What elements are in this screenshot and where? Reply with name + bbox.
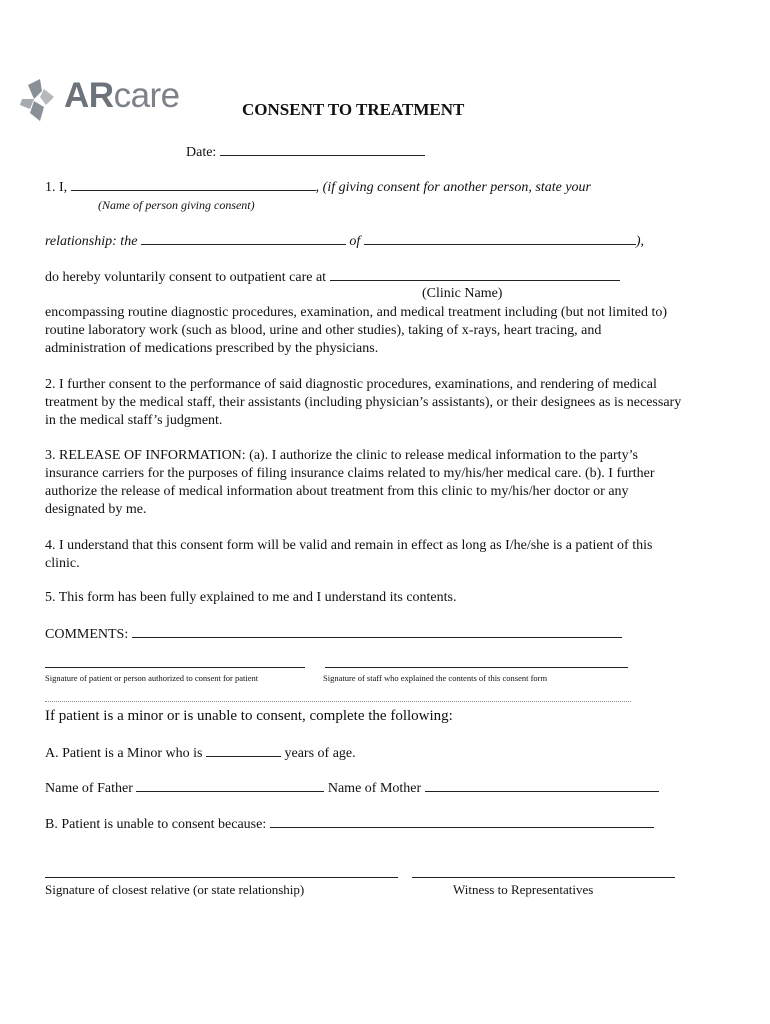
relationship-label: relationship: the [45, 234, 138, 249]
witness-caption: Witness to Representatives [453, 882, 594, 897]
arcare-logo [20, 75, 185, 125]
minor-age-prefix: A. Patient is a Minor who is [45, 746, 203, 761]
witness-signature-line[interactable] [412, 877, 675, 878]
relationship-row [45, 232, 644, 250]
father-label: Name of Father [45, 781, 133, 796]
relationship-of-field[interactable] [364, 232, 636, 245]
consent-line: do hereby voluntarily consent to outpatient care at [45, 270, 327, 285]
father-name-field[interactable] [136, 779, 324, 792]
mother-name-field[interactable] [425, 779, 659, 792]
comments-field[interactable] [132, 625, 622, 638]
item1-prefix: 1. I, [45, 180, 68, 195]
unable-row [45, 815, 654, 833]
staff-signature-line[interactable] [325, 667, 628, 668]
section-divider [45, 701, 631, 702]
minor-intro: If patient is a minor or is unable to consent, complete the following: [45, 708, 453, 724]
item1-line1 [45, 178, 591, 196]
mother-label: Name of Mother [327, 781, 422, 796]
patient-signature-line[interactable] [45, 667, 305, 668]
relative-signature-caption: Signature of closest relative (or state relationship) [45, 882, 305, 897]
page-title: CONSENT TO TREATMENT [242, 100, 465, 119]
staff-signature-caption: Signature of staff who explained the contents of this consent form [323, 673, 548, 683]
date-label: Date: [186, 145, 217, 160]
item5-text: 5. This form has been fully explained to me and I understand its contents. [45, 590, 457, 605]
clinic-caption: (Clinic Name) [422, 286, 503, 301]
comments-row [45, 625, 622, 643]
relationship-close: ), [635, 234, 644, 249]
patient-signature-caption: Signature of patient or person authorized to consent for patient [45, 673, 259, 683]
relationship-field[interactable] [141, 232, 346, 245]
consenter-name-field[interactable] [71, 178, 316, 191]
minor-age-suffix: years of age. [284, 746, 356, 761]
unable-label: B. Patient is unable to consent because: [45, 817, 267, 832]
parents-row [45, 779, 659, 797]
item3-text: 3. RELEASE OF INFORMATION: (a). I authorize the clinic to release medical information to the party’s insurance carriers for the purposes of filing insurance claims related to my/his/her medical care. (b). I further authorize the release of medical information about treatment from this clinic to my/his/her doctor or any designated by me. [45, 448, 655, 517]
logo-text: ARcare [64, 76, 180, 115]
item2-text: 2. I further consent to the performance of said diagnostic procedures, examinations, and rendering of medical treatment by the medical staff, their assistants (including physician’s assistants), or their designees as is necessary in the medical staff’s judgment. [45, 377, 682, 428]
date-row [186, 143, 425, 161]
item4-text: 4. I understand that this consent form will be valid and remain in effect as long as I/he/she is a patient of this clinic. [45, 538, 653, 571]
item1-suffix: , (if giving consent for another person, state your [315, 180, 591, 195]
minor-age-field[interactable] [206, 744, 281, 757]
clinic-row [45, 268, 620, 286]
minor-age-row [45, 744, 356, 762]
item1-body: encompassing routine diagnostic procedures, examination, and medical treatment including (but not limited to) routine laboratory work (such as blood, urine and other studies), taking of x-rays, heart tracing, and administration of medications prescribed by the physicians. [45, 305, 668, 356]
comments-label: COMMENTS: [45, 627, 129, 642]
relative-signature-line[interactable] [45, 877, 398, 878]
clinic-name-field[interactable] [330, 268, 620, 281]
date-field[interactable] [220, 143, 425, 156]
arcare-logo-icon [20, 77, 64, 123]
name-caption: (Name of person giving consent) [98, 198, 255, 212]
of-label: of [349, 234, 361, 249]
unable-reason-field[interactable] [270, 815, 654, 828]
